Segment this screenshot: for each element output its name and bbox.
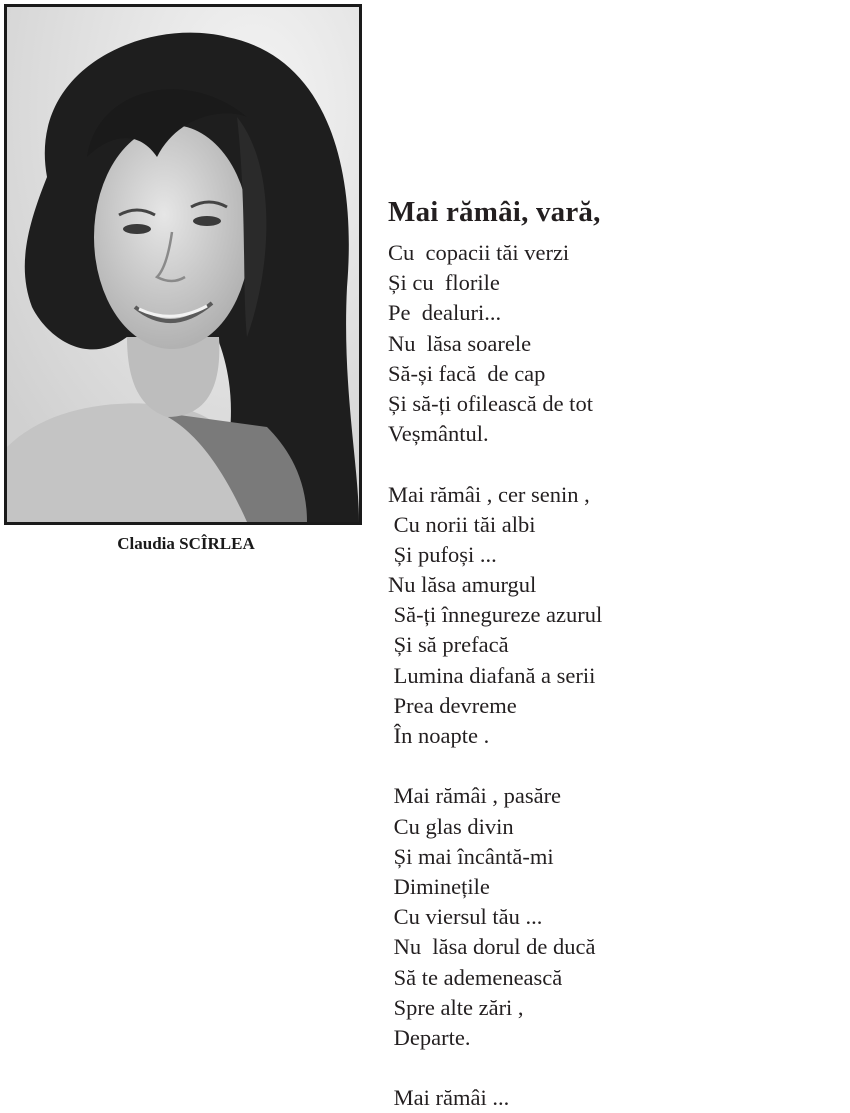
poem-body xyxy=(388,238,602,1113)
author-name: Claudia SCÎRLEA xyxy=(117,534,255,553)
poem-line: Să-ți înnegureze azurul xyxy=(388,602,603,628)
poem-title: Mai rămâi, vară, xyxy=(388,196,601,228)
poem-line xyxy=(388,751,602,781)
poem-line: Nu lăsa dorul de ducă xyxy=(388,934,596,960)
poem-line: Departe. xyxy=(388,1024,471,1050)
poem-line: Și cu florile xyxy=(388,270,500,296)
poem-line: Spre alte zări , xyxy=(388,994,524,1020)
poem-line: Mai rămâi , pasăre xyxy=(388,783,562,809)
poem-line: Să te ademenească xyxy=(388,964,563,990)
poem-line: Nu lăsa soarele xyxy=(388,330,532,356)
poem-line: Mai rămâi ... xyxy=(388,1085,510,1111)
poem-line: Cu glas divin xyxy=(388,813,514,839)
poem-line: Și mai încântă-mi xyxy=(388,843,554,869)
author-photo xyxy=(4,4,362,525)
poem-line: Și să-ți ofilească de tot xyxy=(388,390,593,416)
poem-line: Cu viersul tău ... xyxy=(388,904,543,930)
poem-line: Nu lăsa amurgul xyxy=(388,572,537,598)
poem-line: Veșmântul. xyxy=(388,421,489,447)
poem-line: Cu norii tăi albi xyxy=(388,511,536,537)
poem-line: În noapte . xyxy=(388,723,490,748)
poem-line: Prea devreme xyxy=(388,692,517,718)
poem-line: Să-și facă de cap xyxy=(388,360,546,386)
poem-line: Diminețile xyxy=(388,873,490,899)
poem-line xyxy=(388,1053,602,1083)
poem-line: Și pufoși ... xyxy=(388,541,497,567)
portrait-image xyxy=(7,7,359,522)
poem-line: Pe dealuri... xyxy=(388,300,502,326)
poem-line: Cu copacii tăi verzi xyxy=(388,240,570,265)
poem-line xyxy=(388,449,602,479)
poem-line: Și să prefacă xyxy=(388,632,509,658)
poem-line: Mai rămâi , cer senin , xyxy=(388,481,590,507)
poem-line: Lumina diafană a serii xyxy=(388,662,596,688)
